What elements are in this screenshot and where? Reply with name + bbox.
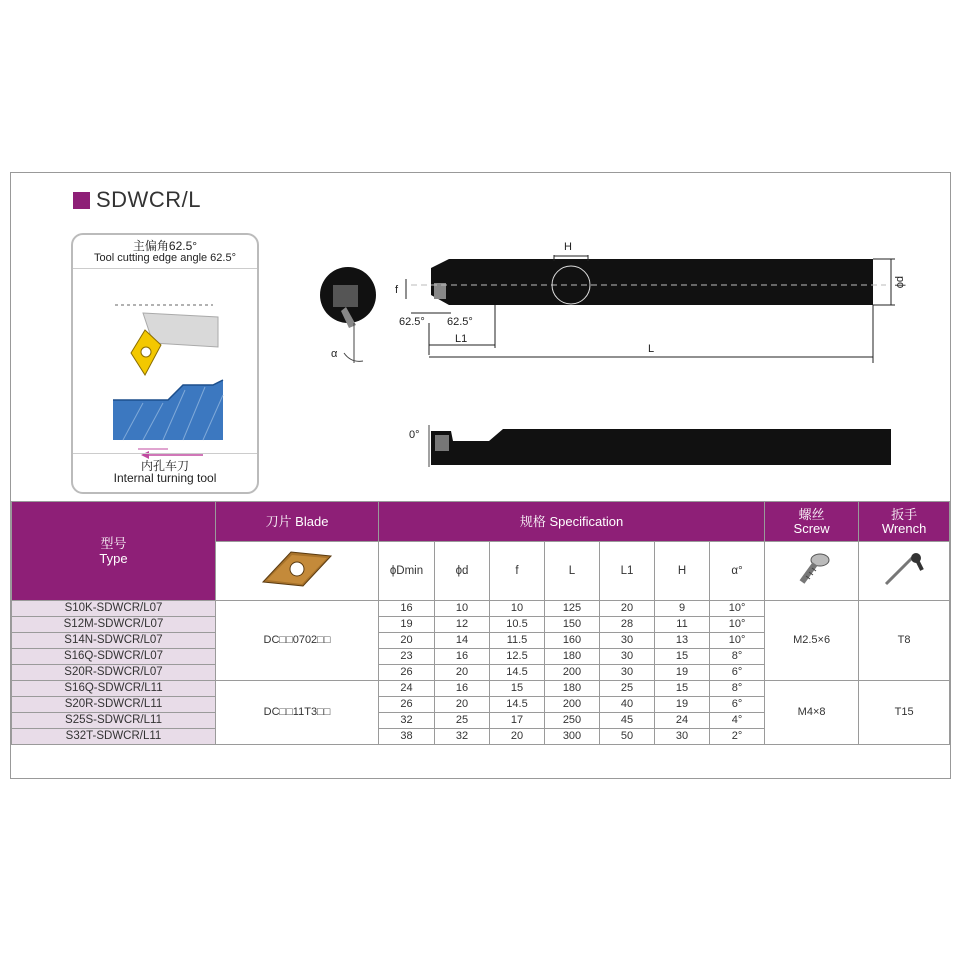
cell: 10 [435, 601, 490, 617]
dim-alpha: α [331, 348, 338, 360]
cell: 20 [435, 665, 490, 681]
type-cell: S12M-SDWCR/L07 [12, 617, 216, 633]
tool-name-cn: 内孔车刀 [140, 459, 189, 473]
cell: 32 [435, 729, 490, 745]
cell: 50 [600, 729, 655, 745]
wrench-icon [874, 546, 934, 592]
cell: 11 [655, 617, 710, 633]
cell: 11.5 [490, 633, 545, 649]
cell: 24 [379, 681, 435, 697]
cell: 14.5 [490, 665, 545, 681]
cell: 6° [710, 697, 765, 713]
type-cell: S25S-SDWCR/L11 [12, 713, 216, 729]
table-row [12, 601, 950, 617]
cell: 16 [435, 649, 490, 665]
cell: 8° [710, 681, 765, 697]
cell: 14.5 [490, 697, 545, 713]
screw-cell: M4×8 [765, 681, 859, 745]
spec-table [11, 501, 950, 745]
cell: 12 [435, 617, 490, 633]
cell: 160 [545, 633, 600, 649]
cell: 16 [379, 601, 435, 617]
dim-angle-2: 62.5° [447, 316, 473, 328]
type-cell: S20R-SDWCR/L07 [12, 665, 216, 681]
angle-title-en: Tool cutting edge angle 62.5° [93, 252, 236, 264]
cell: 10° [710, 617, 765, 633]
col-l1: L1 [600, 542, 655, 601]
cell: 26 [379, 665, 435, 681]
cell: 200 [545, 697, 600, 713]
cell: 20 [379, 633, 435, 649]
dim-l: L [648, 343, 655, 355]
cell: 125 [545, 601, 600, 617]
cell: 20 [490, 729, 545, 745]
blade-cell: DC□□0702□□ [216, 601, 379, 681]
insert-icon [257, 546, 337, 592]
cell: 180 [545, 681, 600, 697]
title-text: SDWCR/L [96, 187, 201, 212]
cell: 30 [655, 729, 710, 745]
screw-header-cn: 螺丝 [798, 506, 825, 522]
cell: 12.5 [490, 649, 545, 665]
col-alpha: α° [710, 542, 765, 601]
screw-header-en: Screw [793, 520, 830, 536]
cell: 14 [435, 633, 490, 649]
cell: 15 [655, 681, 710, 697]
screw-image-cell [765, 542, 859, 601]
blade-cell: DC□□11T3□□ [216, 681, 379, 745]
wrench-cell: T8 [859, 601, 950, 681]
cell: 20 [600, 601, 655, 617]
dim-d: ϕd [894, 276, 906, 289]
cell: 8° [710, 649, 765, 665]
cell: 10° [710, 601, 765, 617]
type-cell: S16Q-SDWCR/L07 [12, 649, 216, 665]
cell: 19 [379, 617, 435, 633]
wrench-cell: T15 [859, 681, 950, 745]
cell: 24 [655, 713, 710, 729]
cell: 15 [490, 681, 545, 697]
spec-header: 规格 Specification [379, 502, 765, 542]
cell: 13 [655, 633, 710, 649]
dim-zero-angle: 0° [409, 429, 420, 441]
dim-h: H [564, 241, 572, 253]
cell: 28 [600, 617, 655, 633]
type-cell: S16Q-SDWCR/L11 [12, 681, 216, 697]
cell: 25 [600, 681, 655, 697]
cell: 6° [710, 665, 765, 681]
col-dmin: ϕDmin [379, 542, 435, 601]
tool-drawing [11, 173, 950, 493]
cell: 250 [545, 713, 600, 729]
type-cell: S10K-SDWCR/L07 [12, 601, 216, 617]
cell: 40 [600, 697, 655, 713]
header-row [12, 502, 950, 542]
cell: 25 [435, 713, 490, 729]
cell: 19 [655, 665, 710, 681]
cell: 150 [545, 617, 600, 633]
col-d: ϕd [435, 542, 490, 601]
cell: 20 [435, 697, 490, 713]
cell: 180 [545, 649, 600, 665]
type-header [12, 502, 216, 601]
cell: 32 [379, 713, 435, 729]
dim-f: f [395, 284, 399, 296]
dim-l1: L1 [455, 333, 468, 345]
screw-cell: M2.5×6 [765, 601, 859, 681]
cell: 17 [490, 713, 545, 729]
cell: 300 [545, 729, 600, 745]
screw-header [765, 502, 859, 542]
wrench-header-cn: 扳手 [891, 506, 918, 522]
dim-angle-1: 62.5° [399, 316, 425, 328]
type-cell: S32T-SDWCR/L11 [12, 729, 216, 745]
cell: 200 [545, 665, 600, 681]
type-header-en: Type [99, 551, 128, 566]
wrench-header [859, 502, 950, 542]
spec-sheet [10, 172, 951, 779]
cell: 38 [379, 729, 435, 745]
cell: 45 [600, 713, 655, 729]
blade-header: 刀片 Blade [216, 502, 379, 542]
cell: 30 [600, 649, 655, 665]
screw-icon [782, 546, 842, 592]
cell: 9 [655, 601, 710, 617]
type-cell: S20R-SDWCR/L11 [12, 697, 216, 713]
cell: 19 [655, 697, 710, 713]
tool-name-en: Internal turning tool [113, 471, 217, 485]
cell: 16 [435, 681, 490, 697]
col-f: f [490, 542, 545, 601]
cell: 30 [600, 665, 655, 681]
insert-image-cell [216, 542, 379, 601]
cell: 26 [379, 697, 435, 713]
table-row [12, 681, 950, 697]
cell: 2° [710, 729, 765, 745]
col-h: H [655, 542, 710, 601]
wrench-header-en: Wrench [881, 520, 927, 536]
cell: 15 [655, 649, 710, 665]
cell: 10° [710, 633, 765, 649]
cell: 23 [379, 649, 435, 665]
type-header-cn: 型号 [100, 536, 127, 551]
wrench-image-cell [859, 542, 950, 601]
cell: 10.5 [490, 617, 545, 633]
col-l: L [545, 542, 600, 601]
type-cell: S14N-SDWCR/L07 [12, 633, 216, 649]
cell: 4° [710, 713, 765, 729]
angle-title-cn: 主偏角62.5° [132, 239, 198, 253]
cell: 30 [600, 633, 655, 649]
cell: 10 [490, 601, 545, 617]
